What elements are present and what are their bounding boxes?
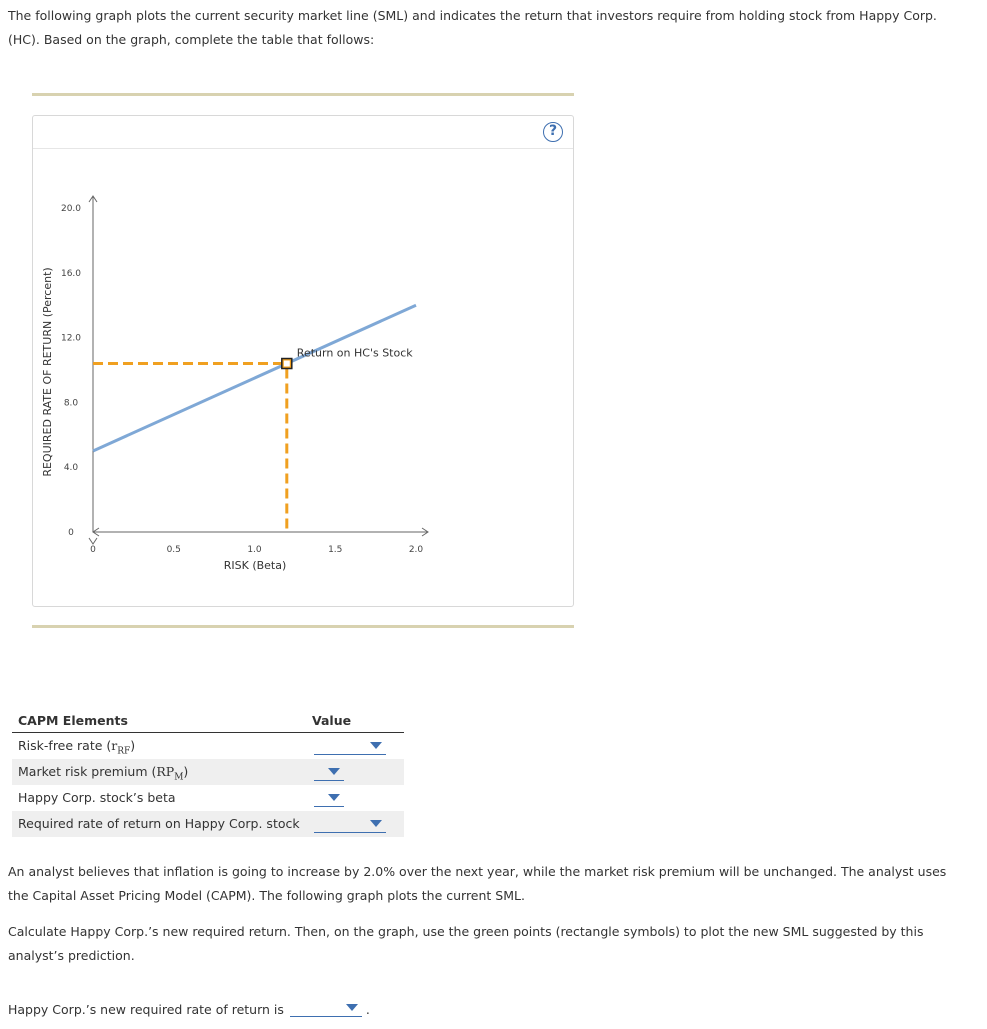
row-label: Happy Corp. stock’s beta: [18, 790, 176, 805]
help-icon[interactable]: ?: [543, 122, 563, 142]
new-return-label: Happy Corp.’s new required rate of return is: [8, 1002, 284, 1017]
y-axis-down-arrow-icon: [89, 538, 97, 544]
row-label: Required rate of return on Happy Corp. stock: [18, 816, 300, 831]
x-tick-label: 1.0: [247, 545, 262, 555]
new-return-sentence: [8, 995, 370, 1017]
beta-dropdown[interactable]: [314, 788, 344, 807]
y-tick-label: 4.0: [63, 463, 79, 474]
intro-line-1: The following graph plots the current security market line (SML) and indicates the return that investors require from holding stock from Happy Corp.: [8, 8, 937, 23]
hc-stock-point-inner: [284, 361, 290, 367]
new-return-period: .: [365, 1002, 370, 1017]
y-tick-label: 12.0: [60, 333, 82, 344]
analyst-line-2: the Capital Asset Pricing Model (CAPM). The following graph plots the current SML.: [8, 888, 525, 903]
instruction-line-1: Calculate Happy Corp.’s new required return. Then, on the graph, use the green points (rectangle symbols) to plot the new SML suggested by this: [8, 924, 924, 939]
y-tick-label: 20.0: [60, 204, 82, 214]
table-row-market-premium: [12, 759, 404, 785]
instruction-line-2: analyst’s prediction.: [8, 948, 135, 963]
chevron-down-icon: [328, 768, 340, 775]
analyst-line-1: An analyst believes that inflation is going to increase by 2.0% over the next year, while the market risk premium will be unchanged. The analyst uses: [8, 864, 947, 879]
x-tick-label: 0.5: [166, 545, 181, 555]
sml-line: [93, 305, 416, 451]
x-tick-label: 2.0: [408, 545, 424, 555]
chevron-down-icon: [346, 1004, 358, 1011]
capm-table-header: [12, 710, 404, 733]
instruction-paragraph: [8, 920, 968, 968]
intro-line-2: (HC). Based on the graph, complete the table that follows:: [8, 32, 375, 47]
y-tick-label: 8.0: [63, 398, 79, 409]
risk-free-dropdown[interactable]: [314, 736, 386, 755]
y-tick-label: 0: [68, 528, 74, 538]
chevron-down-icon: [370, 820, 382, 827]
row-label: Risk-free rate $(r_{RF})$: [18, 738, 136, 757]
bottom-divider: [32, 625, 574, 628]
x-tick-label: 1.5: [328, 545, 343, 555]
y-axis-label: REQUIRED RATE OF RETURN (Percent): [41, 267, 54, 477]
row-label: Market risk premium $(RP_M)$: [18, 764, 189, 783]
chevron-down-icon: [370, 742, 382, 749]
header-capm-elements: CAPM Elements: [18, 713, 128, 728]
analyst-paragraph: [8, 860, 968, 908]
table-row-required-return: [12, 811, 404, 837]
x-tick-label: 0: [90, 545, 96, 555]
table-row-beta: [12, 785, 404, 811]
chevron-down-icon: [328, 794, 340, 801]
y-tick-label: 16.0: [60, 268, 82, 279]
capm-table: [12, 710, 404, 837]
hc-stock-point-label: Return on HC's Stock: [296, 346, 413, 360]
table-row-risk-free: [12, 733, 404, 759]
new-return-dropdown[interactable]: [290, 998, 362, 1017]
market-premium-dropdown[interactable]: [314, 762, 344, 781]
required-return-dropdown[interactable]: [314, 814, 386, 833]
x-axis-label: RISK (Beta): [223, 559, 287, 572]
header-value: Value: [312, 713, 352, 728]
